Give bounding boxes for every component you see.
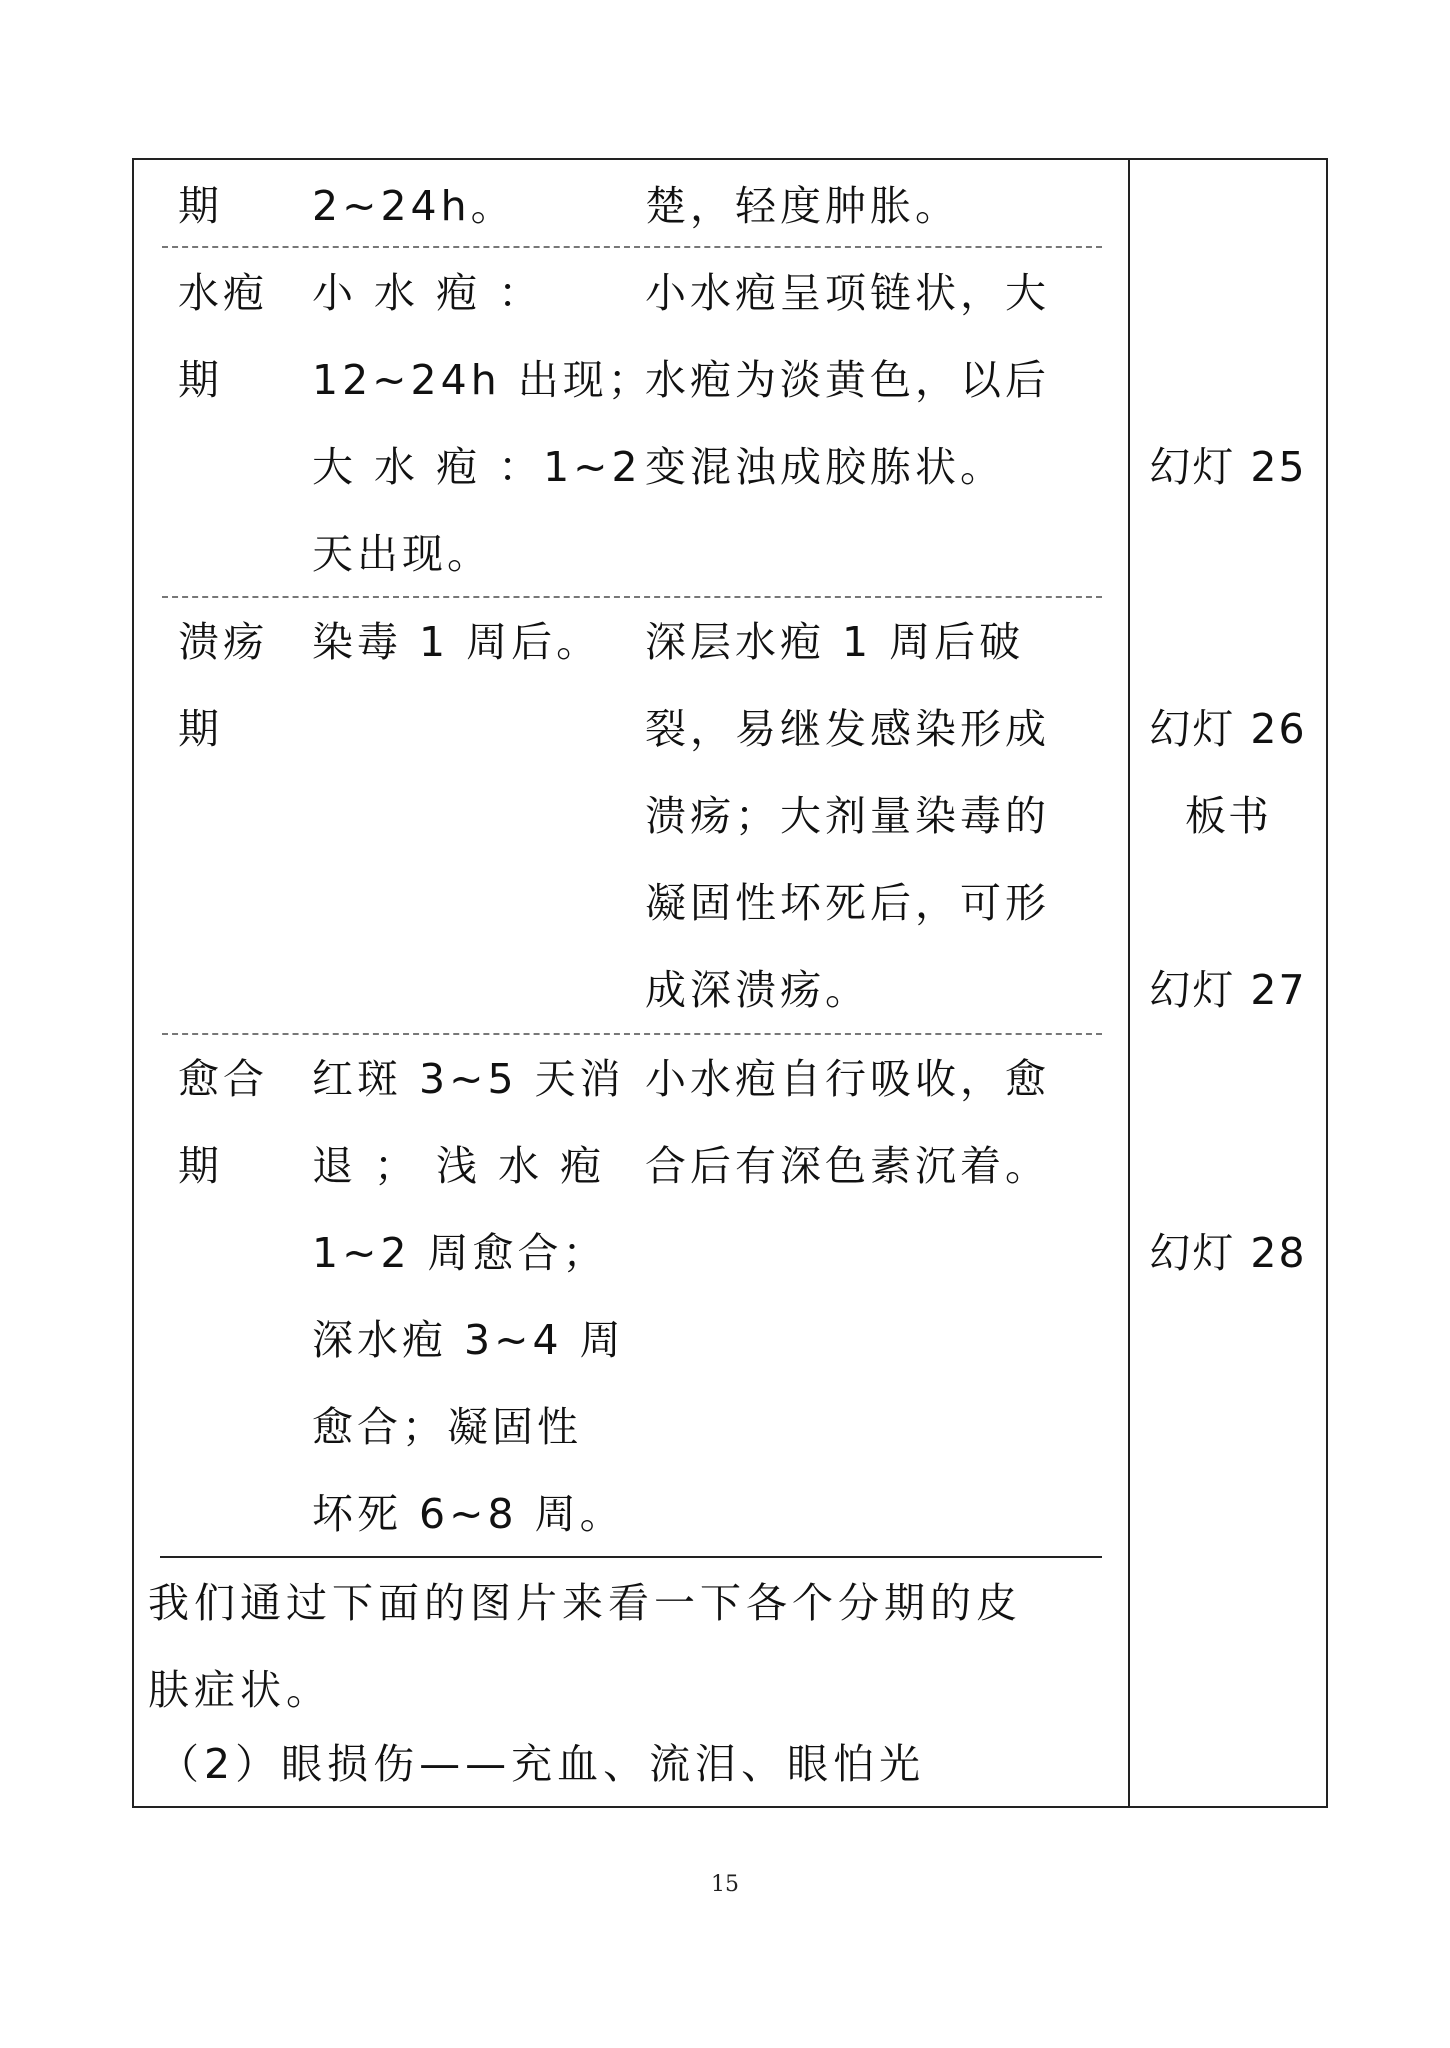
row-3-symptom-line-1: 合后有深色素沉着。 [645,1142,1050,1190]
row-2-symptom-line-0: 深层水疱 1 周后破 [645,618,1025,666]
row-2-stage-line-1: 期 [178,705,223,753]
row-1-time-line-0: 小 水 疱 ： [312,269,544,317]
paragraph-line-1: 肤症状。 [148,1666,332,1714]
page-number: 15 [711,1872,739,1897]
row-1-time-line-1: 12~24h 出现； [312,356,653,404]
row-3-time-line-4: 愈合；凝固性 [312,1403,582,1451]
row-0-stage-line-0: 期 [178,182,223,230]
row-2-stage-line-0: 溃疡 [178,618,268,666]
row-3-time-line-0: 红斑 3~5 天消 [312,1055,625,1103]
table-end-rule [160,1556,1102,1558]
side-note-slide-27: 幻灯 27 [1149,966,1307,1014]
row-3-time-line-2: 1~2 周愈合； [312,1229,608,1277]
row-1-stage-line-1: 期 [178,356,223,404]
row-separator [162,596,1102,598]
row-1-symptom-line-2: 变混浊成胶胨状。 [645,443,1005,491]
row-3-time-line-5: 坏死 6~8 周。 [312,1490,625,1538]
row-1-stage-line-0: 水疱 [178,269,268,317]
paragraph-line-0: 我们通过下面的图片来看一下各个分期的皮 [148,1579,1022,1627]
row-2-symptom-line-3: 凝固性坏死后，可形 [645,879,1050,927]
side-note-slide-26: 幻灯 26 [1149,705,1307,753]
row-0-time-line-0: 2~24h。 [312,182,516,230]
row-1-symptom-line-0: 小水疱呈项链状，大 [645,269,1050,317]
row-3-stage-line-1: 期 [178,1142,223,1190]
side-note-slide-28: 幻灯 28 [1149,1229,1307,1277]
row-0-symptom-line-0: 楚，轻度肿胀。 [645,182,960,230]
row-2-time-line-0: 染毒 1 周后。 [312,618,602,666]
row-3-symptom-line-0: 小水疱自行吸收，愈 [645,1055,1050,1103]
row-2-symptom-line-2: 溃疡；大剂量染毒的 [645,792,1050,840]
row-separator [162,246,1102,248]
row-1-time-line-2: 大 水 疱 ：1~2 [312,443,642,491]
row-1-symptom-line-1: 水疱为淡黄色，以后 [645,356,1050,404]
row-2-symptom-line-1: 裂，易继发感染形成 [645,705,1050,753]
row-3-time-line-1: 退 ； 浅 水 疱 [312,1142,606,1190]
row-1-time-line-3: 天出现。 [312,530,492,578]
side-note-slide-25: 幻灯 25 [1149,443,1307,491]
row-3-stage-line-0: 愈合 [178,1055,268,1103]
row-separator [162,1033,1102,1035]
side-note-blackboard: 板书 [1185,792,1271,840]
row-2-symptom-line-4: 成深溃疡。 [645,966,870,1014]
row-3-time-line-3: 深水疱 3~4 周 [312,1316,625,1364]
section-heading-eye-injury: （2）眼损伤——充血、流泪、眼怕光 [158,1740,926,1788]
